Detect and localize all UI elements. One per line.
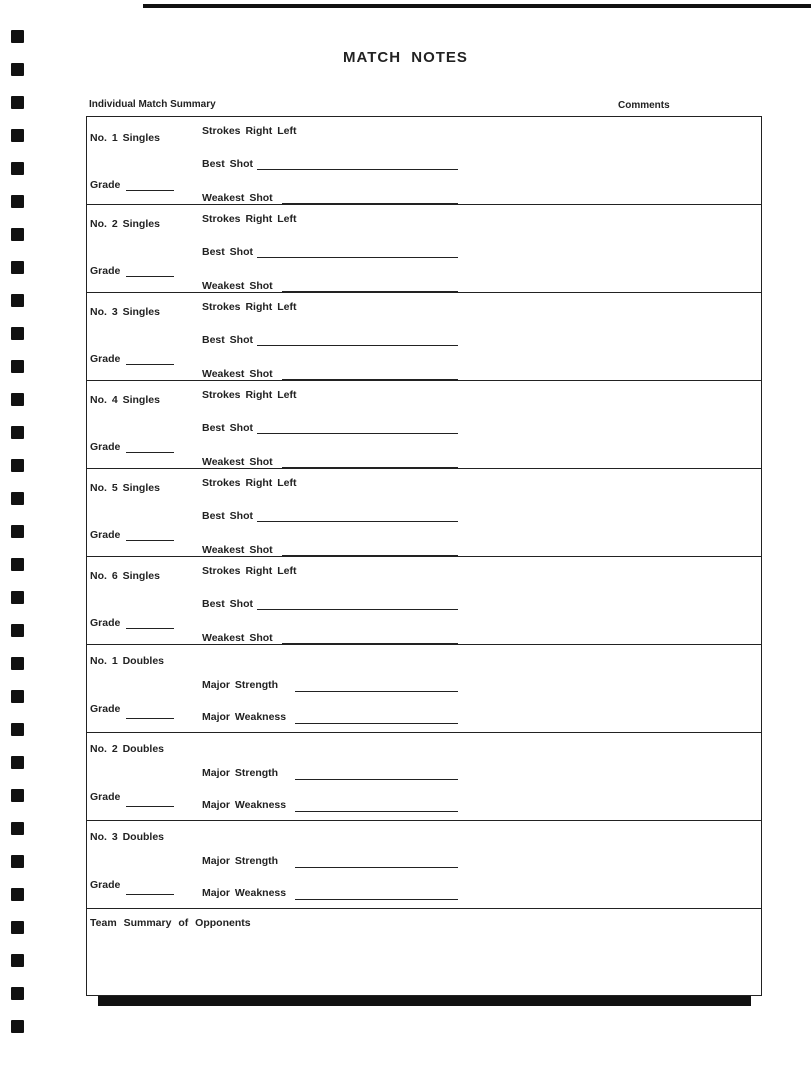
binder-hole: [11, 228, 24, 241]
major-weakness-label: Major Weakness: [202, 887, 287, 899]
binder-hole: [11, 822, 24, 835]
strokes-label: Strokes Right Left: [202, 301, 297, 313]
section-name: No. 4 Singles: [90, 394, 160, 406]
grade-label: Grade: [90, 529, 121, 541]
weakest-shot-label: Weakest Shot: [202, 544, 273, 556]
best-shot-line[interactable]: [257, 433, 458, 434]
weakest-shot-label: Weakest Shot: [202, 192, 273, 204]
binder-hole: [11, 987, 24, 1000]
grade-line[interactable]: [126, 628, 174, 629]
grade-line[interactable]: [126, 894, 174, 895]
major-strength-label: Major Strength: [202, 679, 279, 691]
strokes-label: Strokes Right Left: [202, 125, 297, 137]
binder-hole: [11, 789, 24, 802]
binder-hole: [11, 492, 24, 505]
binder-hole: [11, 426, 24, 439]
best-shot-label: Best Shot: [202, 598, 254, 610]
grade-label: Grade: [90, 791, 121, 803]
major-strength-label: Major Strength: [202, 767, 279, 779]
section-name: No. 6 Singles: [90, 570, 160, 582]
binder-hole: [11, 393, 24, 406]
weakest-shot-line[interactable]: [282, 291, 458, 292]
binder-hole: [11, 723, 24, 736]
binder-hole: [11, 624, 24, 637]
grade-label: Grade: [90, 703, 121, 715]
binder-hole: [11, 96, 24, 109]
major-weakness-label: Major Weakness: [202, 711, 287, 723]
binder-hole: [11, 30, 24, 43]
grade-label: Grade: [90, 353, 121, 365]
best-shot-label: Best Shot: [202, 158, 254, 170]
binder-hole: [11, 525, 24, 538]
section-name: No. 3 Singles: [90, 306, 160, 318]
section-name: No. 3 Doubles: [90, 831, 165, 843]
binder-hole: [11, 954, 24, 967]
top-rule: [143, 4, 811, 8]
page-title: MATCH NOTES: [343, 49, 468, 66]
major-weakness-line[interactable]: [295, 723, 458, 724]
grade-line[interactable]: [126, 452, 174, 453]
binder-hole: [11, 690, 24, 703]
major-strength-label: Major Strength: [202, 855, 279, 867]
binder-hole: [11, 921, 24, 934]
best-shot-line[interactable]: [257, 257, 458, 258]
doubles-section-1: [87, 645, 761, 733]
weakest-shot-line[interactable]: [282, 203, 458, 204]
weakest-shot-label: Weakest Shot: [202, 280, 273, 292]
grade-label: Grade: [90, 879, 121, 891]
binder-hole: [11, 261, 24, 274]
best-shot-line[interactable]: [257, 345, 458, 346]
singles-section-1: [87, 117, 761, 205]
singles-section-4: [87, 381, 761, 469]
grade-line[interactable]: [126, 190, 174, 191]
grade-label: Grade: [90, 617, 121, 629]
binder-hole: [11, 360, 24, 373]
binder-hole: [11, 1020, 24, 1033]
major-weakness-line[interactable]: [295, 899, 458, 900]
doubles-section-3: [87, 821, 761, 909]
strokes-label: Strokes Right Left: [202, 213, 297, 225]
binder-hole: [11, 195, 24, 208]
binder-hole: [11, 855, 24, 868]
binder-hole: [11, 756, 24, 769]
comments-heading: Comments: [618, 100, 670, 111]
weakest-shot-label: Weakest Shot: [202, 632, 273, 644]
team-summary-section[interactable]: [87, 909, 761, 995]
doubles-section-2: [87, 733, 761, 821]
best-shot-label: Best Shot: [202, 246, 254, 258]
match-notes-form: [86, 116, 762, 996]
singles-section-6: [87, 557, 761, 645]
binder-hole: [11, 459, 24, 472]
binder-hole: [11, 327, 24, 340]
best-shot-label: Best Shot: [202, 334, 254, 346]
binder-hole: [11, 162, 24, 175]
grade-line[interactable]: [126, 718, 174, 719]
weakest-shot-label: Weakest Shot: [202, 456, 273, 468]
singles-section-3: [87, 293, 761, 381]
team-summary-label: Team Summary of Opponents: [90, 917, 251, 929]
binder-hole: [11, 591, 24, 604]
best-shot-line[interactable]: [257, 609, 458, 610]
grade-label: Grade: [90, 441, 121, 453]
weakest-shot-line[interactable]: [282, 467, 458, 468]
weakest-shot-line[interactable]: [282, 555, 458, 556]
section-name: No. 1 Doubles: [90, 655, 165, 667]
major-strength-line[interactable]: [295, 867, 458, 868]
grade-line[interactable]: [126, 364, 174, 365]
grade-label: Grade: [90, 179, 121, 191]
section-name: No. 1 Singles: [90, 132, 160, 144]
weakest-shot-label: Weakest Shot: [202, 368, 273, 380]
singles-section-2: [87, 205, 761, 293]
section-name: No. 2 Singles: [90, 218, 160, 230]
singles-section-5: [87, 469, 761, 557]
binder-hole: [11, 888, 24, 901]
strokes-label: Strokes Right Left: [202, 389, 297, 401]
strokes-label: Strokes Right Left: [202, 477, 297, 489]
binder-hole: [11, 558, 24, 571]
grade-line[interactable]: [126, 540, 174, 541]
grade-line[interactable]: [126, 806, 174, 807]
section-name: No. 5 Singles: [90, 482, 160, 494]
section-name: No. 2 Doubles: [90, 743, 165, 755]
major-weakness-label: Major Weakness: [202, 799, 287, 811]
best-shot-line[interactable]: [257, 169, 458, 170]
binder-hole: [11, 129, 24, 142]
binder-hole: [11, 657, 24, 670]
weakest-shot-line[interactable]: [282, 379, 458, 380]
bottom-bar: [98, 996, 751, 1006]
best-shot-label: Best Shot: [202, 422, 254, 434]
best-shot-line[interactable]: [257, 521, 458, 522]
grade-label: Grade: [90, 265, 121, 277]
major-strength-line[interactable]: [295, 779, 458, 780]
binder-hole: [11, 294, 24, 307]
major-weakness-line[interactable]: [295, 811, 458, 812]
best-shot-label: Best Shot: [202, 510, 254, 522]
summary-heading: Individual Match Summary: [89, 99, 216, 110]
weakest-shot-line[interactable]: [282, 643, 458, 644]
major-strength-line[interactable]: [295, 691, 458, 692]
strokes-label: Strokes Right Left: [202, 565, 297, 577]
grade-line[interactable]: [126, 276, 174, 277]
